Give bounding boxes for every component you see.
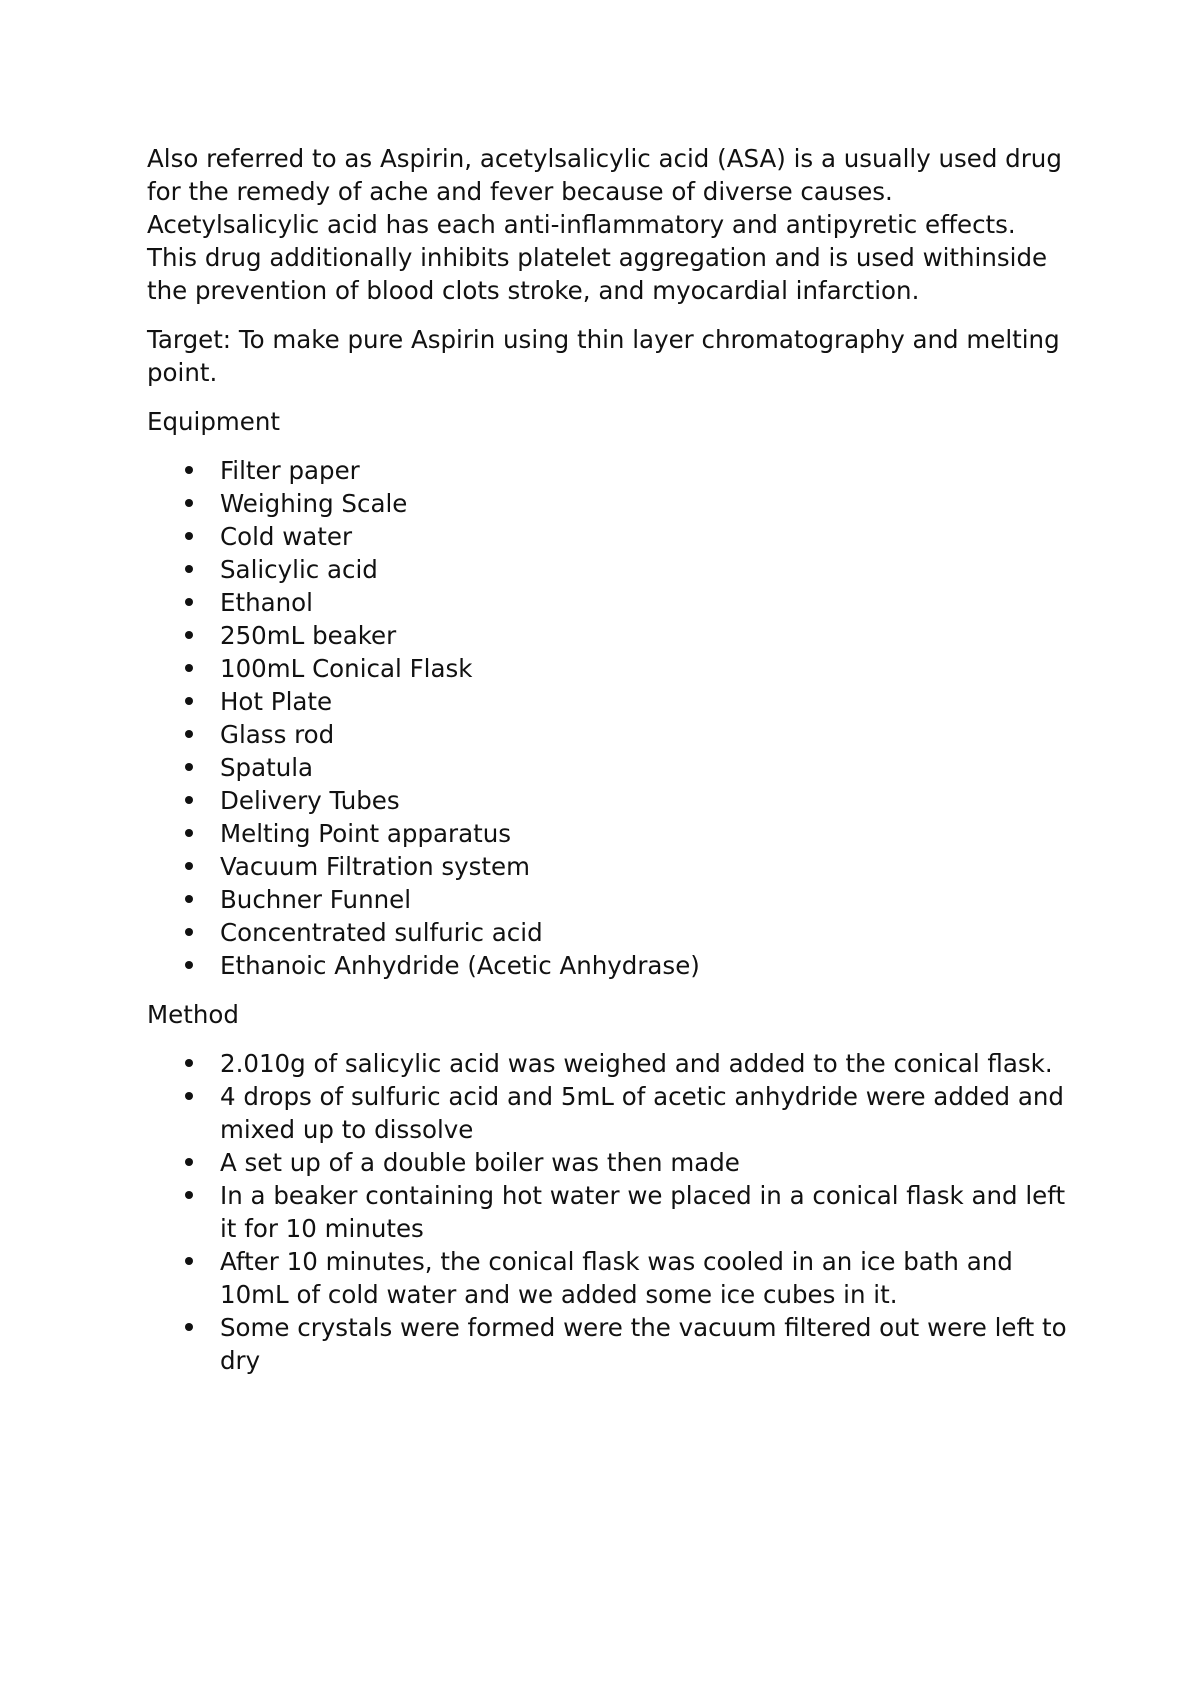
method-list [147, 1047, 1067, 1377]
equipment-item-text: Weighing Scale [220, 489, 408, 518]
method-step [147, 1146, 1067, 1179]
equipment-item [147, 685, 1067, 718]
document-body [147, 142, 1067, 1393]
bullet-icon [185, 928, 193, 936]
equipment-item-text: Ethanoic Anhydride (Acetic Anhydrase) [220, 951, 700, 980]
method-step [147, 1179, 1067, 1245]
equipment-item [147, 883, 1067, 916]
equipment-item [147, 619, 1067, 652]
equipment-item [147, 850, 1067, 883]
bullet-icon [185, 730, 193, 738]
bullet-icon [185, 1323, 193, 1331]
method-step [147, 1047, 1067, 1080]
bullet-icon [185, 1158, 193, 1166]
method-heading: Method [147, 1000, 239, 1029]
bullet-icon [185, 862, 193, 870]
equipment-item-text: Vacuum Filtration system [220, 852, 530, 881]
equipment-item-text: Ethanol [220, 588, 313, 617]
equipment-item-text: Salicylic acid [220, 555, 378, 584]
method-step [147, 1245, 1067, 1311]
bullet-icon [185, 796, 193, 804]
bullet-icon [185, 598, 193, 606]
equipment-item [147, 817, 1067, 850]
bullet-icon [185, 565, 193, 573]
bullet-icon [185, 1092, 193, 1100]
equipment-item-text: Filter paper [220, 456, 360, 485]
equipment-item [147, 652, 1067, 685]
bullet-icon [185, 1191, 193, 1199]
equipment-item-text: Buchner Funnel [220, 885, 412, 914]
method-step-text: A set up of a double boiler was then made [220, 1148, 740, 1177]
bullet-icon [185, 1059, 193, 1067]
method-step-text: 4 drops of sulfuric acid and 5mL of acetic anhydride were added and mixed up to dissolve [220, 1082, 1064, 1144]
equipment-item-text: Glass rod [220, 720, 335, 749]
equipment-item-text: Spatula [220, 753, 314, 782]
bullet-icon [185, 532, 193, 540]
equipment-item-text: Concentrated sulfuric acid [220, 918, 543, 947]
equipment-item-text: 100mL Conical Flask [220, 654, 473, 683]
equipment-item-text: 250mL beaker [220, 621, 397, 650]
bullet-icon [185, 829, 193, 837]
equipment-item [147, 718, 1067, 751]
equipment-item [147, 784, 1067, 817]
method-step [147, 1080, 1067, 1146]
target-paragraph: Target: To make pure Aspirin using thin layer chromatography and melting point. [147, 325, 1060, 387]
bullet-icon [185, 1257, 193, 1265]
method-step-text: 2.010g of salicylic acid was weighed and added to the conical flask. [220, 1049, 1053, 1078]
equipment-item-text: Delivery Tubes [220, 786, 400, 815]
method-step-text: After 10 minutes, the conical flask was cooled in an ice bath and 10mL of cold water and we added some ice cubes in it. [220, 1247, 1013, 1309]
equipment-item [147, 916, 1067, 949]
equipment-item [147, 553, 1067, 586]
bullet-icon [185, 466, 193, 474]
bullet-icon [185, 763, 193, 771]
bullet-icon [185, 664, 193, 672]
intro-paragraph: Also referred to as Aspirin, acetylsalicylic acid (ASA) is a usually used drug for the remedy of ache and fever because of diverse causes. Acetylsalicylic acid has each anti-inflammatory and antipyretic effects. This drug additionally inhibits platelet aggregation and is used withinside the prevention of blood clots stroke, and myocardial infarction. [147, 144, 1062, 305]
equipment-item [147, 949, 1067, 982]
equipment-item [147, 487, 1067, 520]
equipment-heading: Equipment [147, 407, 280, 436]
equipment-item-text: Hot Plate [220, 687, 333, 716]
bullet-icon [185, 499, 193, 507]
method-step-text: In a beaker containing hot water we placed in a conical flask and left it for 10 minutes [220, 1181, 1066, 1243]
bullet-icon [185, 961, 193, 969]
equipment-item [147, 454, 1067, 487]
bullet-icon [185, 631, 193, 639]
method-step-text: Some crystals were formed were the vacuum filtered out were left to dry [220, 1313, 1067, 1375]
equipment-item [147, 520, 1067, 553]
equipment-item-text: Melting Point apparatus [220, 819, 512, 848]
equipment-item [147, 751, 1067, 784]
equipment-item-text: Cold water [220, 522, 353, 551]
method-step [147, 1311, 1067, 1377]
bullet-icon [185, 895, 193, 903]
equipment-list [147, 454, 1067, 982]
equipment-item [147, 586, 1067, 619]
bullet-icon [185, 697, 193, 705]
